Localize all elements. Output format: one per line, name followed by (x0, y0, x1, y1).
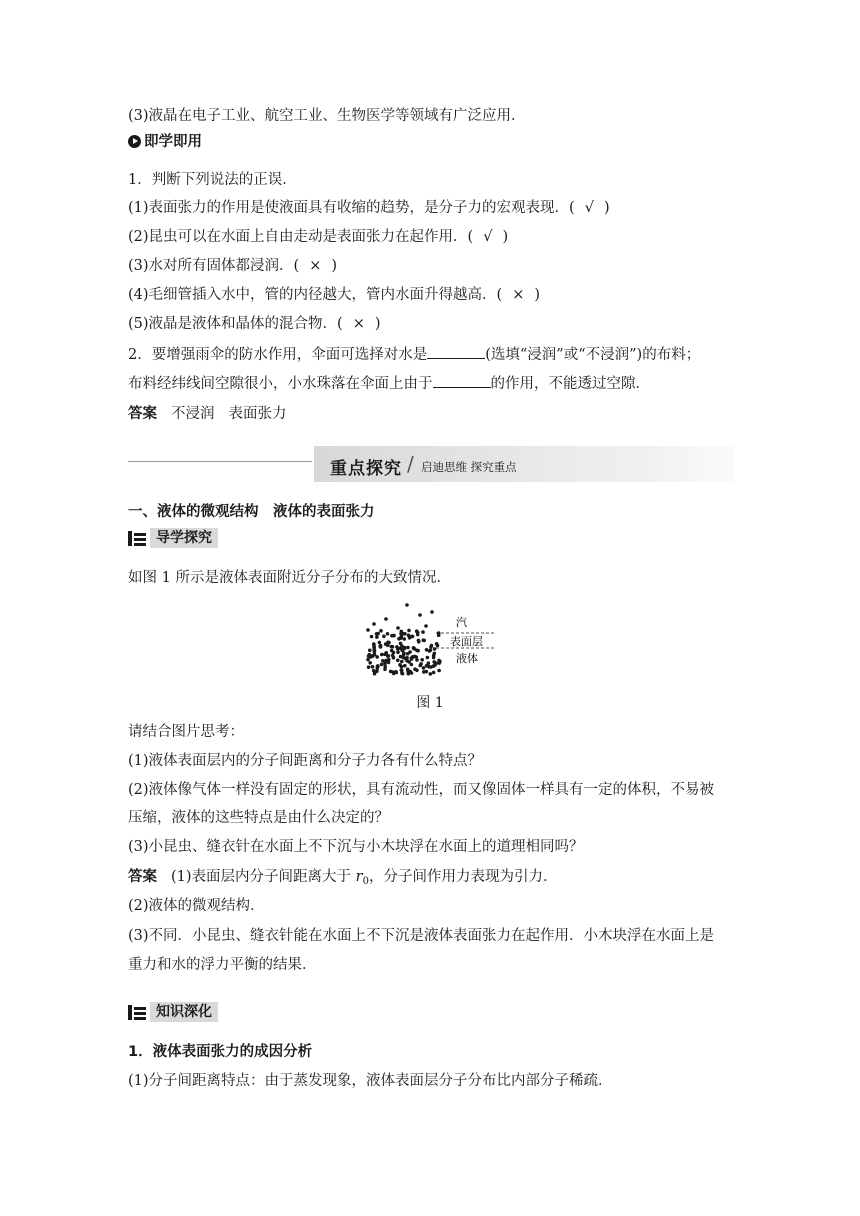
q1-item-close: ) (374, 316, 381, 332)
molecule-dot (437, 661, 441, 665)
molecule-dot (380, 653, 384, 657)
q1-item (128, 314, 381, 334)
molecule-dot (433, 647, 437, 651)
q1-item-text: (3)水对所有固体都浸润．( (128, 258, 300, 274)
molecule-dot (380, 663, 384, 667)
molecule-dot (379, 644, 383, 648)
answer-label: 答案 (128, 406, 157, 422)
molecule-dot (422, 666, 426, 670)
molecule-dot (384, 659, 388, 663)
molecule-dot (376, 664, 380, 668)
molecule-dot (434, 662, 438, 666)
answer-2-line: 重力和水的浮力平衡的结果． (128, 957, 317, 973)
molecule-dot (366, 628, 370, 632)
answer-text: ，分子间作用力表现为引力． (368, 869, 558, 885)
inquiry-question: (1)液体表面层内的分子间距离和分子力各有什么特点？ (128, 753, 483, 769)
molecule-dot (415, 658, 419, 662)
molecule-dot (422, 638, 426, 642)
molecule-dot (405, 659, 409, 663)
molecule-dot (432, 671, 436, 675)
tag-label: 知识深化 (150, 1002, 218, 1022)
molecule-dot (367, 665, 371, 669)
banner-subtitle: 启迪思维 探究重点 (421, 460, 517, 474)
molecule-dot (416, 633, 420, 637)
molecule-dot (412, 646, 416, 650)
section2-heading: 1．液体表面张力的成因分析 (128, 1044, 313, 1060)
guided-inquiry-tag (128, 528, 218, 548)
molecule-dot (375, 655, 379, 659)
molecule-dot (417, 640, 421, 644)
fill-blank (433, 373, 491, 388)
q1-item-text: (1)表面张力的作用是使液面具有收缩的趋势，是分子力的宏观表现．( (128, 200, 575, 216)
molecule-dot (396, 626, 400, 630)
knowledge-deepen-tag (128, 1002, 218, 1022)
molecule-dot (368, 661, 372, 665)
q1-stem: 1．判断下列说法的正误． (128, 172, 297, 188)
q1-item-text: (4)毛细管插入水中，管的内径越大，管内水面升得越高．( (128, 287, 503, 303)
q2-line1 (128, 344, 700, 365)
molecule-dot (375, 635, 379, 639)
molecule-dot (424, 624, 428, 628)
molecule-dot (407, 634, 411, 638)
molecule-dot (399, 655, 403, 659)
molecule-dot (429, 672, 433, 676)
molecule-dot (396, 651, 400, 655)
molecule-dot (373, 653, 377, 657)
molecule-dot (371, 665, 375, 669)
molecule-dot (395, 645, 399, 649)
molecule-dot (408, 650, 412, 654)
molecule-dot (432, 654, 436, 658)
q2-text: 的作用，不能透过空隙． (490, 376, 650, 392)
molecule-dot (413, 667, 417, 671)
cross-mark: × (512, 287, 525, 303)
section2-line: (1)分子间距离特点：由于蒸发现象，液体表面层分子分布比内部分子稀疏． (128, 1073, 613, 1089)
instant-use-heading (128, 132, 202, 152)
molecule-dot (429, 665, 433, 669)
cross-mark: × (352, 316, 365, 332)
q2-text: (选填“浸润”或“不浸润”)的布料； (485, 347, 701, 363)
check-mark: √ (584, 200, 594, 216)
molecule-dot (437, 633, 441, 637)
q1-item-close: ) (603, 200, 610, 216)
molecule-dot (392, 672, 396, 676)
r-symbol: r (355, 869, 363, 885)
molecule-dot (384, 617, 388, 621)
fill-blank (427, 344, 485, 359)
inquiry-question: (3)小昆虫、缝衣针在水面上不下沉与小木块浮在水面上的道理相同吗？ (128, 839, 584, 855)
molecule-dot (366, 658, 370, 662)
play-icon (128, 135, 141, 148)
molecule-dot (407, 629, 411, 633)
molecule-dot (430, 610, 434, 614)
q1-item-close: ) (534, 287, 541, 303)
molecule-dot (400, 660, 404, 664)
molecule-dot (391, 645, 395, 649)
molecule-dot (400, 644, 404, 648)
q1-item (128, 198, 610, 218)
molecule-dot (416, 649, 420, 653)
section-banner (128, 436, 734, 484)
molecule-dot (368, 653, 372, 657)
intro-line: (3)液晶在电子工业、航空工业、生物医学等领域有广泛应用． (128, 108, 526, 124)
molecule-dot (390, 649, 394, 653)
section1-intro: 如图 1 所示是液体表面附近分子分布的大致情况． (128, 570, 451, 586)
molecule-dot (386, 644, 390, 648)
molecule-dot (406, 646, 410, 650)
tag-label: 导学探究 (150, 528, 218, 548)
molecule-dot (373, 648, 377, 652)
molecule-dot (428, 649, 432, 653)
banner-rule (128, 461, 312, 462)
q1-item-text: (2)昆虫可以在水面上自由走动是表面张力在起作用．( (128, 229, 474, 245)
molecule-dot (370, 635, 374, 639)
answer-2 (128, 867, 557, 892)
molecule-dot (403, 664, 407, 668)
answer-2-line: (3)不同．小昆虫、缝衣针能在水面上不下沉是液体表面张力在起作用．小木块浮在水面上是 (128, 928, 715, 944)
molecule-dot (422, 670, 426, 674)
molecule-dot (390, 634, 394, 638)
q1-item (128, 227, 508, 247)
molecule-dot (387, 654, 391, 658)
answer-value: 表面张力 (228, 406, 287, 422)
q2-text: 2．要增强雨伞的防水作用，伞面可选择对水是 (128, 347, 428, 363)
molecule-dot (401, 672, 405, 676)
molecule-dot (379, 629, 383, 633)
cross-mark: × (309, 258, 322, 274)
molecule-dot (396, 659, 400, 663)
q1-item-close: ) (502, 229, 509, 245)
molecule-dot (398, 663, 402, 667)
molecule-dot (411, 635, 415, 639)
molecule-dot (391, 654, 395, 658)
inquiry-question: 压缩，液体的这些特点是由什么决定的？ (128, 810, 389, 826)
molecule-dot (410, 663, 414, 667)
answer-1 (128, 404, 287, 424)
molecule-dot (419, 662, 423, 666)
molecule-dot (400, 635, 404, 639)
molecule-dot (413, 655, 417, 659)
banner-slash: / (407, 452, 414, 476)
molecule-dot (408, 670, 412, 674)
molecule-dot (389, 670, 393, 674)
figure-caption: 图 1 (416, 695, 444, 711)
molecule-dot (376, 632, 380, 636)
molecule-dot (378, 641, 382, 645)
molecule-dot (437, 669, 441, 673)
q2-line2 (128, 373, 650, 394)
molecule-dot (400, 630, 404, 634)
molecule-dot (375, 669, 379, 673)
molecule-dot (372, 622, 376, 626)
answer-label: 答案 (128, 869, 157, 885)
think-prompt: 请结合图片思考： (128, 724, 244, 740)
molecule-dot (426, 656, 430, 660)
liquid-label: 液体 (456, 652, 478, 665)
molecule-dot (381, 659, 385, 663)
molecule-dot (405, 603, 409, 607)
molecule-dot (372, 669, 376, 673)
molecule-dot (427, 661, 431, 665)
r-subscript: 0 (362, 876, 369, 887)
molecule-dot (421, 630, 425, 634)
q1-item (128, 285, 540, 305)
q1-item-close: ) (331, 258, 338, 274)
molecule-dot (402, 653, 406, 657)
molecule-distribution-figure (360, 600, 510, 680)
check-mark: √ (483, 229, 493, 245)
q1-item-text: (5)液晶是液体和晶体的混合物．( (128, 316, 343, 332)
section-marker-icon (128, 531, 146, 546)
banner-title: 重点探究 (330, 459, 402, 479)
inquiry-question: (2)液体像气体一样没有固定的形状，具有流动性，而又像固体一样具有一定的体积，不易被 (128, 782, 715, 798)
molecule-dot (383, 665, 387, 669)
section-marker-icon (128, 1005, 146, 1020)
q1-item (128, 256, 337, 276)
q2-text: 布料经纬线间空隙很小，小水珠落在伞面上由于 (128, 376, 433, 392)
instant-use-label: 即学即用 (144, 134, 202, 150)
molecule-dot (400, 668, 404, 672)
answer-text: (1)表面层内分子间距离大于 (171, 869, 356, 885)
molecule-dot (368, 649, 372, 653)
molecule-dots (366, 603, 442, 676)
answer-2-line: (2)液体的微观结构． (128, 898, 265, 914)
molecule-dot (435, 642, 439, 646)
vapor-label: 汽 (456, 616, 467, 629)
molecule-dot (418, 613, 422, 617)
molecule-dot (420, 658, 424, 662)
molecule-dot (382, 635, 386, 639)
molecule-dot (385, 651, 389, 655)
surface-layer-label: 表面层 (450, 635, 483, 648)
molecule-dot (429, 645, 433, 649)
answer-value: 不浸润 (171, 406, 215, 422)
molecule-dot (386, 632, 390, 636)
section1-title: 一、液体的微观结构 液体的表面张力 (128, 504, 375, 520)
